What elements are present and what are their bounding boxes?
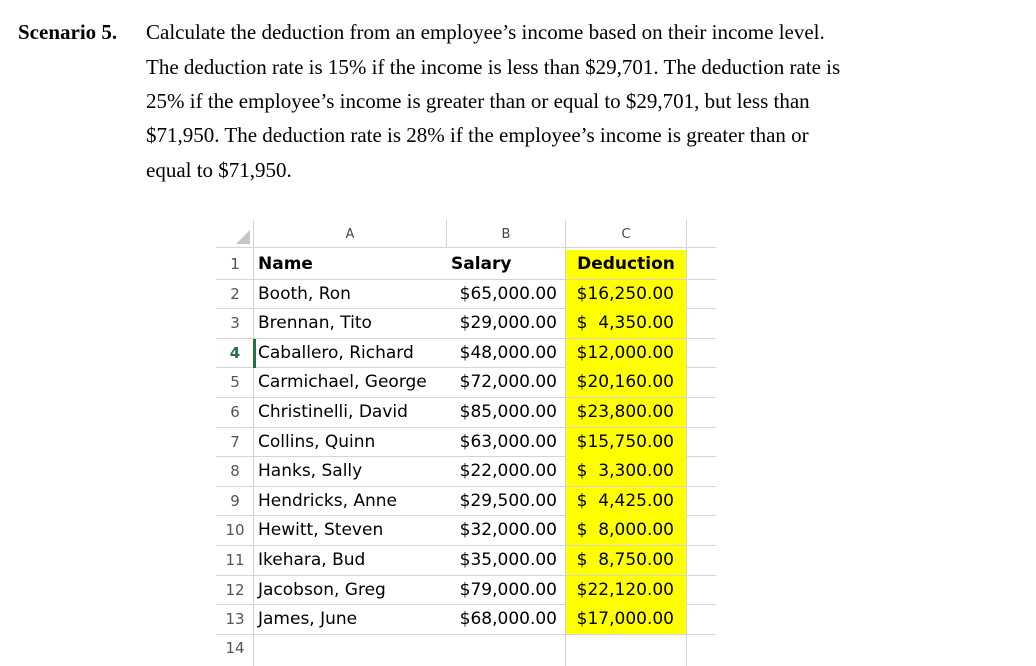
name-cell[interactable]: Ikehara, Bud: [258, 550, 366, 570]
salary-cell[interactable]: $29,000.00: [459, 313, 557, 333]
name-cell[interactable]: Caballero, Richard: [258, 343, 414, 363]
deduction-value: $ 3,300.00: [576, 461, 674, 481]
salary-cell[interactable]: $68,000.00: [459, 609, 557, 629]
deduction-cell[interactable]: [566, 576, 686, 605]
deduction-value: $ 4,425.00: [576, 491, 674, 511]
row-gridline: [216, 634, 716, 635]
scenario-line: $71,950. The deduction rate is 28% if the employee’s income is greater than or: [146, 123, 809, 147]
deduction-value: $16,250.00: [576, 284, 674, 304]
name-cell[interactable]: Carmichael, George: [258, 372, 427, 392]
scenario-line: The deduction rate is 15% if the income is less than $29,701. The deduction rate is: [146, 55, 841, 79]
scenario-line: equal to $71,950.: [146, 158, 292, 182]
name-cell[interactable]: Booth, Ron: [258, 284, 351, 304]
deduction-value: $15,750.00: [576, 432, 674, 452]
name-cell[interactable]: Hewitt, Steven: [258, 520, 384, 540]
deduction-value: $17,000.00: [576, 609, 674, 629]
select-all-corner[interactable]: [216, 220, 254, 247]
column-divider: [686, 220, 687, 666]
select-all-triangle-icon: [236, 230, 250, 244]
row-header[interactable]: 7: [230, 433, 240, 451]
salary-cell[interactable]: $22,000.00: [459, 461, 557, 481]
row-header[interactable]: 8: [230, 462, 240, 480]
deduction-value: $ 4,350.00: [576, 313, 674, 333]
deduction-cell[interactable]: [566, 487, 686, 516]
deduction-cell[interactable]: [566, 398, 686, 427]
row-header[interactable]: 2: [230, 285, 240, 303]
salary-cell[interactable]: $79,000.00: [459, 580, 557, 600]
active-row-indicator: [253, 339, 256, 368]
name-cell[interactable]: Jacobson, Greg: [258, 580, 386, 600]
row-header[interactable]: 4: [229, 344, 241, 362]
row-header[interactable]: 13: [225, 610, 245, 628]
row-header[interactable]: 11: [225, 551, 245, 569]
row-header[interactable]: 5: [230, 373, 240, 391]
deduction-header-cell[interactable]: Deduction: [566, 250, 686, 279]
row-header[interactable]: 12: [225, 581, 245, 599]
row-header[interactable]: 9: [230, 492, 240, 510]
name-cell[interactable]: Collins, Quinn: [258, 432, 376, 452]
deduction-cell[interactable]: [566, 457, 686, 486]
salary-header-cell[interactable]: Salary: [451, 254, 512, 274]
deduction-value: $ 8,000.00: [576, 520, 674, 540]
salary-cell[interactable]: $48,000.00: [459, 343, 557, 363]
deduction-value: $20,160.00: [576, 372, 674, 392]
deduction-cell[interactable]: [566, 516, 686, 545]
column-header-a[interactable]: A: [345, 227, 355, 242]
salary-cell[interactable]: $85,000.00: [459, 402, 557, 422]
column-divider: [446, 220, 447, 247]
scenario-line: 25% if the employee’s income is greater than or equal to $29,701, but less than: [146, 89, 810, 113]
column-header-b[interactable]: B: [501, 227, 511, 242]
row-header[interactable]: 6: [230, 403, 240, 421]
salary-cell[interactable]: $72,000.00: [459, 372, 557, 392]
deduction-value: $22,120.00: [576, 580, 674, 600]
name-cell[interactable]: Hendricks, Anne: [258, 491, 398, 511]
spreadsheet: [216, 220, 716, 666]
salary-cell[interactable]: $35,000.00: [459, 550, 557, 570]
salary-cell[interactable]: $32,000.00: [459, 520, 557, 540]
salary-cell[interactable]: $29,500.00: [459, 491, 557, 511]
row-header[interactable]: 1: [230, 255, 240, 273]
row-header[interactable]: 10: [225, 521, 245, 539]
deduction-cell[interactable]: [566, 428, 686, 457]
name-cell[interactable]: Christinelli, David: [258, 402, 408, 422]
deduction-value: $12,000.00: [576, 343, 674, 363]
salary-cell[interactable]: $63,000.00: [459, 432, 557, 452]
deduction-cell[interactable]: [566, 546, 686, 575]
name-cell[interactable]: Hanks, Sally: [258, 461, 363, 481]
name-cell[interactable]: Brennan, Tito: [258, 313, 372, 333]
name-header-cell[interactable]: Name: [258, 254, 313, 274]
deduction-cell[interactable]: [566, 280, 686, 309]
deduction-cell[interactable]: [566, 309, 686, 338]
deduction-value: $ 8,750.00: [576, 550, 674, 570]
row-header[interactable]: 14: [225, 639, 245, 657]
name-cell[interactable]: James, June: [258, 609, 358, 629]
header-divider: [216, 247, 716, 248]
row-header[interactable]: 3: [230, 314, 240, 332]
column-header-c[interactable]: C: [621, 227, 631, 242]
scenario-line: Calculate the deduction from an employee’s income based on their income level.: [146, 20, 825, 44]
deduction-cell[interactable]: [566, 339, 686, 368]
deduction-cell[interactable]: [566, 368, 686, 397]
deduction-cell[interactable]: [566, 605, 686, 634]
deduction-value: $23,800.00: [576, 402, 674, 422]
scenario-label: Scenario 5.: [18, 20, 118, 44]
salary-cell[interactable]: $65,000.00: [459, 284, 557, 304]
